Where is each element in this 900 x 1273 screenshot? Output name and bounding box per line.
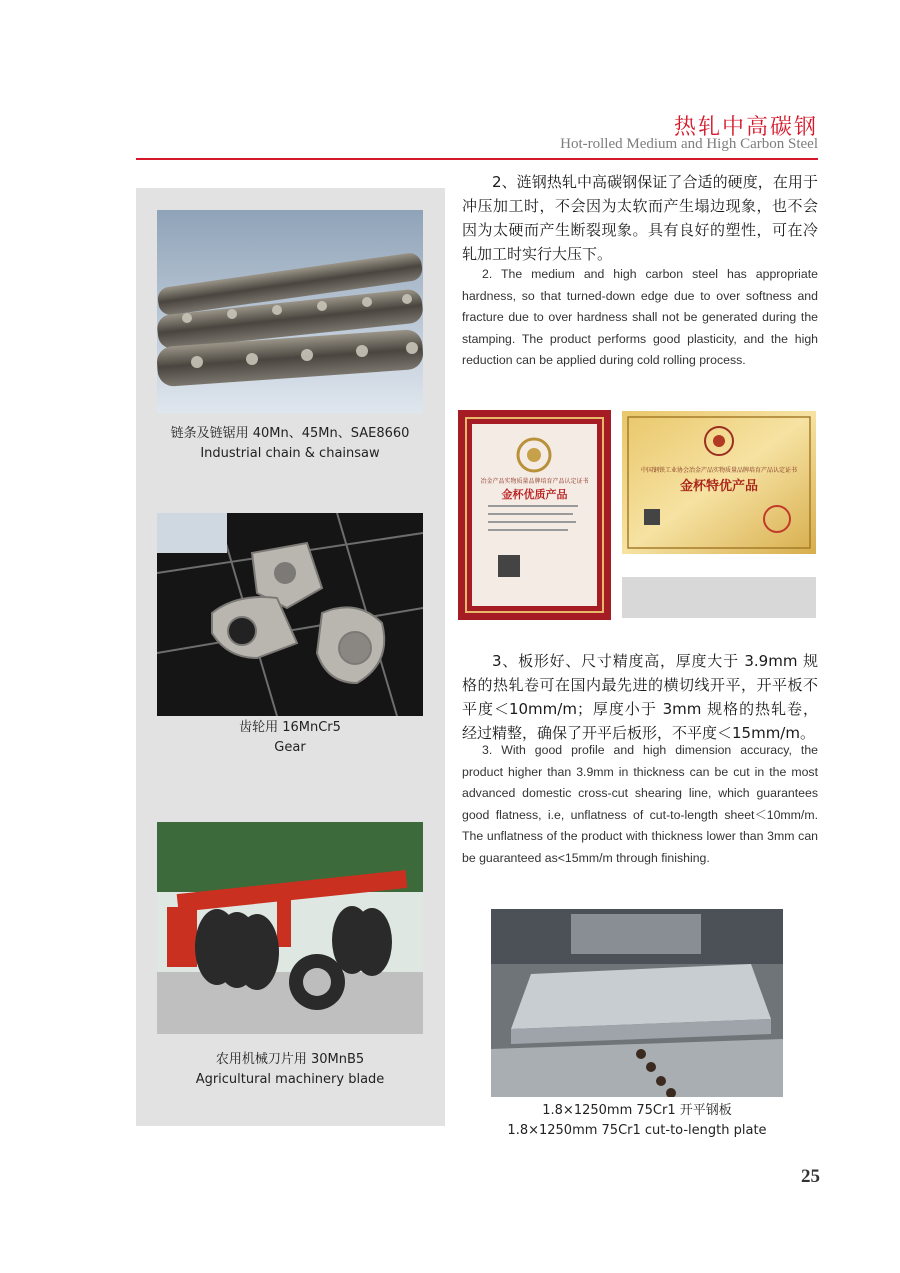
section2-cn-text: 2、涟钢热轧中高碳钢保证了合适的硬度，在用于冲压加工时，不会因为太软而产生塌边现象，也不会因为太硬而产生断裂现象。具有良好的塑性，可在冷轧加工时实行大压下。	[462, 173, 818, 263]
chain-photo	[157, 210, 423, 413]
agri-caption	[140, 1050, 440, 1090]
gear-caption-cn: 齿轮用 16MnCr5	[239, 720, 341, 735]
gray-placeholder-box	[622, 577, 816, 618]
gear-photo	[157, 513, 423, 716]
gear-caption	[140, 718, 440, 758]
certificate-right-title: 金杯特优产品	[679, 479, 758, 494]
steel-plate-photo	[491, 909, 783, 1097]
page-number: 25	[801, 1166, 820, 1187]
certificate-left-title: 金杯优质产品	[501, 488, 568, 501]
agri-caption-en: Agricultural machinery blade	[195, 1072, 385, 1087]
chain-caption	[140, 424, 440, 464]
section2-en-text: 2. The medium and high carbon steel has appropriate hardness, so that turned-down edge due to over softness and fracture due to over hardness shall not be generated during the stamping. The product performs good plasticity, and the high reduction can be applied during cold rolling process.	[462, 267, 818, 367]
section3-en-text: 3. With good profile and high dimension accuracy, the product higher than 3.9mm in thickness can be cut in the most advanced domestic cross-cut shearing line, which guarantees good flatness, i.e, unflatness of cut-to-length sheet＜10mm/m. The unflatness of the product with thickness lower than 3mm can be guaranteed as<15mm/m through finishing.	[462, 743, 818, 865]
chain-caption-en: Industrial chain & chainsaw	[200, 446, 380, 461]
gear-caption-en: Gear	[274, 740, 306, 755]
section3-cn-text: 3、板形好、尺寸精度高，厚度大于 3.9mm 规格的热轧卷可在国内最先进的横切线开平，开平板不平度＜10mm/m；厚度小于 3mm 规格的热轧卷，经过精整，确保了开平后板形，不平度＜15mm/m。	[462, 652, 818, 742]
agri-photo	[157, 822, 423, 1034]
agri-caption-cn: 农用机械刀片用 30MnB5	[215, 1052, 365, 1067]
certificate-right-header: 中国钢铁工业协会冶金产品实物质量品牌培育产品认定证书	[640, 467, 797, 474]
plate-caption	[487, 1101, 787, 1141]
chain-caption-cn: 链条及链锯用 40Mn、45Mn、SAE8660	[170, 426, 410, 441]
page-header-title: 热轧中高碳钢	[673, 115, 818, 140]
certificate-left-header: 冶金产品实物质量品牌培育产品认定证书	[480, 478, 589, 485]
header-divider	[136, 158, 818, 160]
certificate-right	[622, 411, 816, 554]
plate-caption-cn: 1.8×1250mm 75Cr1 开平钢板	[542, 1103, 732, 1118]
certificate-left	[458, 410, 611, 620]
plate-caption-en: 1.8×1250mm 75Cr1 cut-to-length plate	[507, 1123, 767, 1138]
page-header-subtitle: Hot-rolled Medium and High Carbon Steel	[560, 136, 818, 152]
